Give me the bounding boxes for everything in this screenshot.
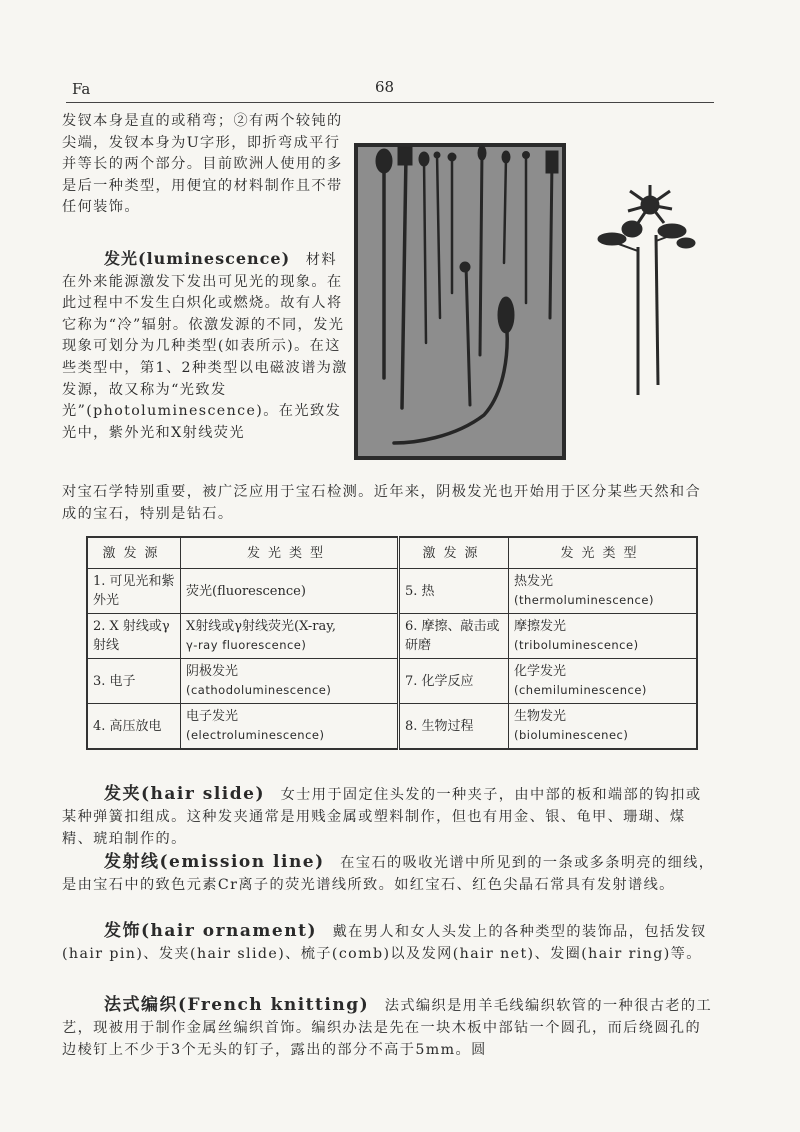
entry-emission-line (62, 851, 716, 896)
table-header-cell: 发光类型 (181, 537, 399, 569)
excitation-source-cell: 7. 化学反应 (399, 659, 509, 704)
table-row (87, 704, 697, 750)
entry-hair-ornament (62, 920, 716, 965)
flower-hairpin-drawing (596, 185, 696, 400)
entry-term: 发射线(emission line) (104, 852, 325, 872)
luminescence-entry (62, 248, 348, 444)
excitation-source-cell: 6. 摩擦、敲击或研磨 (399, 614, 509, 659)
luminescence-term: 发光(luminescence) (104, 249, 291, 268)
entry-term: 法式编织(French knitting) (104, 995, 370, 1015)
table-header-cell: 激发源 (399, 537, 509, 569)
entry-term: 发饰(hair ornament) (104, 921, 317, 941)
entry-text: 在宝石的吸收光谱中所见到的一条或多条明亮的细线，是由宝石中的致色元素Cr离子的荧光谱线所致。如红宝石、红色尖晶石常具有发射谱线。 (62, 855, 715, 893)
luminescence-text-continued: 对宝石学特别重要，被广泛应用于宝石检测。近年来，阴极发光也开始用于区分某些天然和合成的宝石，特别是钻石。 (62, 484, 702, 522)
entry-term: 发夹(hair slide) (104, 784, 265, 804)
entry-text: 法式编织是用羊毛线编织软管的一种很古老的工艺，现被用于制作金属丝编织首饰。编织办法是先在一块木板中部钻一个圆孔，而后绕圆孔的边棱钉上不少于3个无头的钉子，露出的部分不高于5mm。圆 (62, 998, 713, 1058)
excitation-source-cell: 3. 电子 (87, 659, 181, 704)
page-number: 68 (375, 78, 395, 96)
table-row (87, 659, 697, 704)
luminescence-type-cell: 化学发光 (chemiluminescence) (509, 659, 698, 704)
excitation-source-cell: 4. 高压放电 (87, 704, 181, 750)
luminescence-type-cell: 生物发光 (bioluminescenec) (509, 704, 698, 750)
excitation-source-cell: 5. 热 (399, 569, 509, 614)
table-header-cell: 发光类型 (509, 537, 698, 569)
table-row (87, 569, 697, 614)
luminescence-types-table (86, 536, 698, 750)
luminescence-type-cell: 摩擦发光 (triboluminescence) (509, 614, 698, 659)
entry-french-knitting (62, 994, 716, 1061)
excitation-source-cell: 1. 可见光和紫外光 (87, 569, 181, 614)
luminescence-type-cell: 热发光 (thermoluminescence) (509, 569, 698, 614)
table-header-cell: 激发源 (87, 537, 181, 569)
table-row (87, 614, 697, 659)
hair-pins-photo (354, 143, 566, 460)
entry-text: 女士用于固定住头发的一种夹子，由中部的板和端部的钩扣或某种弹簧扣组成。这种发夹通常是用贱金属或塑料制作，但也有用金、银、龟甲、珊瑚、煤精、琥珀制作的。 (62, 787, 702, 847)
table-header-row (87, 537, 697, 569)
luminescence-type-cell: 阴极发光 (cathodoluminescence) (181, 659, 399, 704)
entry-text: 戴在男人和女人头发上的各种类型的装饰品，包括发钗(hair pin)、发夹(hair slide)、梳子(comb)以及发网(hair net)、发圈(hair ring)等。 (62, 924, 707, 962)
luminescence-type-cell: X射线或γ射线荧光(X-ray, γ-ray fluorescence) (181, 614, 399, 659)
luminescence-text: 材料在外来能源激发下发出可见光的现象。在此过程中不发生白炽化或燃烧。故有人将它称为“冷”辐射。依激发源的不同，发光现象可划分为几种类型(如表所示)。在这些类型中，第1、2种类型以电磁波谱为激发源，故又称为“光致发光”(photoluminescence)。在光致发光中，紫外光和X射线荧光 (62, 252, 348, 441)
running-header: Fa (72, 80, 91, 98)
luminescence-type-cell: 电子发光 (electroluminescence) (181, 704, 399, 750)
hair-pin-continuation: 发钗本身是直的或稍弯；②有两个较钝的尖端，发钗本身为U字形，即折弯成平行并等长的两个部分。目前欧洲人使用的多是后一种类型，用便宜的材料制作且不带任何装饰。 (62, 113, 343, 216)
luminescence-type-cell: 荧光(fluorescence) (181, 569, 399, 614)
excitation-source-cell: 8. 生物过程 (399, 704, 509, 750)
entry-hair-slide (62, 783, 716, 850)
header-divider (66, 102, 714, 103)
excitation-source-cell: 2. X 射线或γ射线 (87, 614, 181, 659)
